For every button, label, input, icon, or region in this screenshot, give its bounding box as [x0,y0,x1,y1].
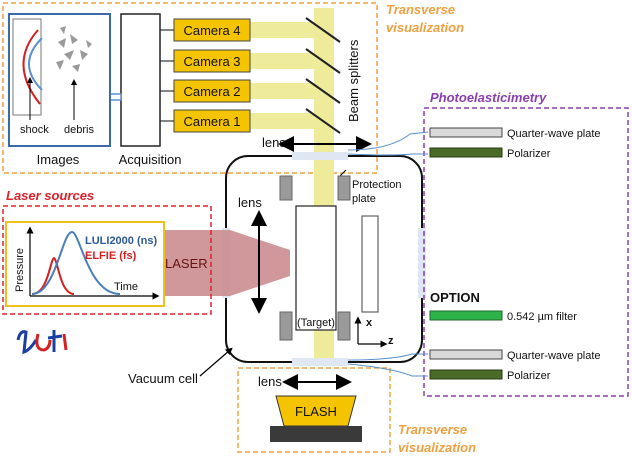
camera-1-label: Camera 1 [183,114,241,129]
window-right [418,228,426,298]
polarizer-bottom-label: Polarizer [507,370,551,382]
camera-4 [174,19,250,41]
quarter-wave-bottom-label: Quarter-wave plate [507,350,601,362]
pressure-label: Pressure [14,247,26,292]
elfie-label: ELFIE (fs) [85,250,137,262]
connector-top-1 [348,132,428,150]
vacuum-cell-pointer [200,350,230,376]
protection-plate [362,216,378,312]
holder-top-left [280,176,292,200]
connector-bottom-2 [348,364,428,376]
holder-bottom-right [338,312,350,340]
filter-label: 0.542 µm filter [507,311,577,323]
beam-splitters-label: Beam splitters [346,39,361,122]
shock-label: shock [20,124,49,136]
protection-plate-label-1: Protection [352,179,402,191]
quarter-wave-plate-bottom [430,350,502,359]
flash-label: FLASH [295,404,337,419]
acquisition-label: Acquisition [118,152,182,167]
lens-top-label: lens [262,135,286,150]
axis-z-label: z [388,335,394,347]
option-label: OPTION [430,290,480,305]
window-top [292,152,348,160]
quarter-wave-top-label: Quarter-wave plate [507,128,601,140]
transverse-top-label-2: visualization [386,20,465,35]
camera-3-label: Camera 3 [183,54,241,69]
holder-top-right [338,176,350,200]
polarizer-top-label: Polarizer [507,148,551,160]
protection-plate-label-2: plate [352,193,376,205]
quarter-wave-plate-top [430,128,502,137]
luli-label: LULI2000 (ns) [85,235,158,247]
images-label: Images [36,152,80,167]
target-label: (Target) [297,317,335,329]
beam-camera-1 [248,113,314,129]
camera-3 [174,50,250,72]
polarizer-top [430,148,502,157]
axis-x-label: x [366,317,373,329]
target [296,206,336,330]
connector-top-2 [348,154,428,155]
lab-logo [18,330,66,352]
camera-2 [174,80,250,102]
holder-bottom-left [280,312,292,340]
flash-base [270,426,362,442]
beam-camera-4 [248,22,314,38]
transverse-top-label-1: Transverse [386,2,456,17]
filter-plate [430,311,502,320]
debris-label: debris [64,124,94,136]
window-bottom [292,358,348,366]
polarizer-bottom [430,370,502,379]
camera-4-label: Camera 4 [183,23,241,38]
laser-sources-label: Laser sources [6,188,95,203]
vacuum-cell-label: Vacuum cell [128,371,198,386]
laser-label: LASER [165,256,208,271]
beam-camera-2 [248,83,314,99]
camera-2-label: Camera 2 [183,84,241,99]
lens-left-label: lens [238,195,262,210]
beam-camera-3 [248,53,314,69]
acquisition-box [121,14,160,146]
photoelasticimetry-label: Photoelasticimetry [430,90,547,105]
camera-1 [174,110,250,132]
transverse-bottom-label-2: visualization [398,440,477,455]
transverse-bottom-label-1: Transverse [398,422,468,437]
lens-bottom-label: lens [258,374,282,389]
time-label: Time [114,281,139,293]
